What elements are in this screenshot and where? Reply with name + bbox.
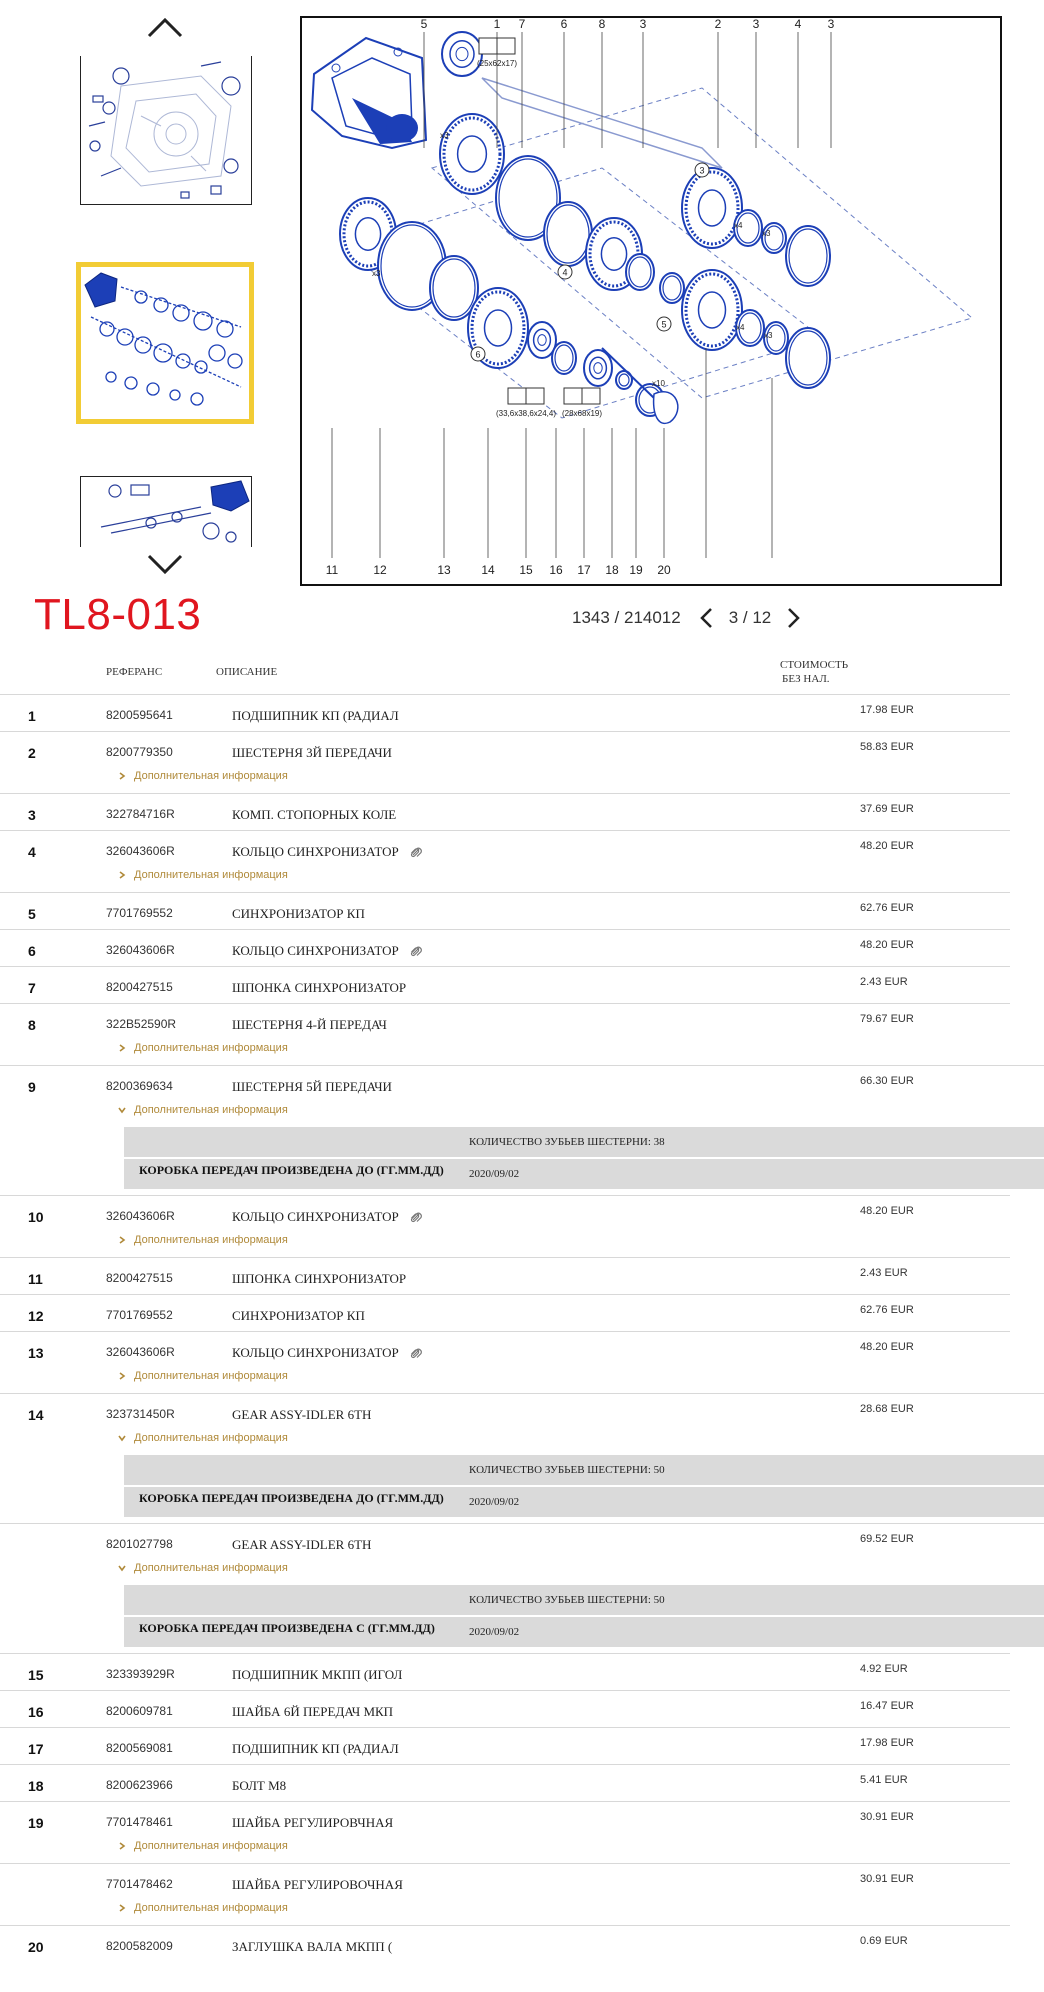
row-position: 16 (28, 1704, 44, 1720)
row-price: 48.20 EUR (860, 1341, 914, 1353)
spec-value: КОЛИЧЕСТВО ЗУБЬЕВ ШЕСТЕРНИ: 50 (469, 1464, 665, 1476)
row-price: 16.47 EUR (860, 1700, 914, 1712)
row-position: 11 (28, 1271, 43, 1287)
more-info-label: Дополнительная информация (134, 1840, 288, 1852)
row-position: 10 (28, 1209, 44, 1225)
page-indicator: 3 / 12 (728, 608, 772, 627)
row-description (232, 1079, 392, 1095)
spec-value: КОЛИЧЕСТВО ЗУБЬЕВ ШЕСТЕРНИ: 50 (469, 1594, 665, 1606)
diagram-part-gear (682, 270, 742, 350)
row-price: 69.52 EUR (860, 1533, 914, 1545)
more-info-label: Дополнительная информация (134, 869, 288, 881)
row-description-text: БОЛТ М8 (232, 1778, 287, 1793)
callout-number-bottom: 19 (629, 563, 643, 577)
row-description-text: ЗАГЛУШКА ВАЛА МКПП ( (232, 1939, 393, 1954)
more-info-toggle[interactable] (118, 1840, 288, 1852)
row-position: 8 (28, 1017, 36, 1033)
table-row (0, 1653, 1010, 1690)
chevron-right-icon (118, 871, 126, 879)
row-description-text: ПОДШИПНИК КП (РАДИАЛ (232, 1741, 399, 1756)
row-reference[interactable]: 7701478461 (106, 1815, 173, 1829)
row-position: 19 (28, 1815, 44, 1831)
row-position: 6 (28, 943, 36, 959)
part-outer-edge (544, 202, 592, 266)
row-position: 9 (28, 1079, 36, 1095)
part-outer-edge (786, 226, 830, 286)
row-price: 48.20 EUR (860, 939, 914, 951)
diagram-part-ring (626, 254, 654, 290)
row-price: 30.91 EUR (860, 1873, 914, 1885)
thumb-input-shaft[interactable] (80, 476, 252, 547)
diagram-part-ring (544, 202, 592, 266)
diagram-part-ring (552, 342, 576, 374)
table-row (0, 966, 1010, 1003)
table-row (0, 1925, 1010, 1962)
row-price: 17.98 EUR (860, 1737, 914, 1749)
row-description (232, 1667, 402, 1683)
spec-value: 2020/09/02 (469, 1496, 520, 1508)
spec-row (124, 1585, 1044, 1615)
row-price: 79.67 EUR (860, 1013, 914, 1025)
assembly-reference-code: TL8-013 (34, 590, 202, 639)
diagram-part-ring (786, 328, 830, 388)
row-price: 30.91 EUR (860, 1811, 914, 1823)
row-price: 17.98 EUR (860, 704, 914, 716)
callout-number-bottom: 17 (577, 563, 591, 577)
chevron-right-icon (118, 1372, 126, 1380)
thumbnail-strip (70, 10, 260, 582)
row-price: 4.92 EUR (860, 1663, 908, 1675)
prev-page-button[interactable] (693, 603, 719, 633)
dimension-label: (33,6x38,6x24,4) (495, 409, 557, 418)
row-reference[interactable]: 326043606R (106, 844, 175, 858)
row-description-text: ШАЙБА РЕГУЛИРОВОЧНАЯ (232, 1877, 403, 1892)
row-position: 20 (28, 1939, 44, 1955)
diagram-canvas (302, 18, 1000, 584)
thumb-gear-shafts[interactable] (76, 262, 254, 424)
row-price: 66.30 EUR (860, 1075, 914, 1087)
spec-value: 2020/09/02 (469, 1168, 520, 1180)
diagram-part-ring (762, 223, 786, 253)
row-description (232, 1308, 365, 1324)
callout-number-bottom: 15 (519, 563, 533, 577)
row-reference[interactable]: 8200427515 (106, 980, 173, 994)
next-page-button[interactable] (781, 603, 807, 633)
diagram-part-plug (654, 392, 678, 424)
circled-callout-number: 4 (562, 267, 568, 278)
row-reference[interactable]: 322B52590R (106, 1017, 177, 1031)
chevron-right-icon (118, 772, 126, 780)
table-row (0, 830, 1010, 892)
callout-number-top: 3 (639, 18, 647, 31)
quantity-label: x4 (734, 221, 743, 230)
row-price: 62.76 EUR (860, 902, 914, 914)
callout-number-top: 2 (714, 18, 722, 31)
column-header-price (780, 658, 848, 686)
callout-number-top: 3 (752, 18, 760, 31)
chevron-right-icon (118, 1842, 126, 1850)
dimension-label: (28x68x19) (561, 409, 603, 418)
row-reference[interactable]: 326043606R (106, 1345, 175, 1359)
diagram-part-gear (682, 165, 742, 248)
parts-table-header (0, 654, 1044, 694)
more-info-label: Дополнительная информация (134, 1370, 288, 1382)
row-description (232, 1704, 393, 1720)
row-price: 0.69 EUR (860, 1935, 908, 1947)
more-info-toggle[interactable] (118, 1042, 288, 1054)
row-reference[interactable]: 323731450R (106, 1407, 175, 1421)
table-row (0, 694, 1010, 731)
more-info-toggle[interactable] (118, 770, 288, 782)
row-reference[interactable]: 8200609781 (106, 1704, 173, 1718)
row-description-text: GEAR ASSY-IDLER 6TH (232, 1407, 372, 1422)
table-row (0, 1331, 1010, 1393)
table-row (0, 1764, 1010, 1801)
more-info-toggle[interactable] (118, 1432, 288, 1444)
callout-number-bottom: 13 (437, 563, 451, 577)
attachment-link-icon[interactable] (409, 1210, 423, 1224)
row-description-text: КОЛЬЦО СИНХРОНИЗАТОР (232, 844, 399, 859)
row-description (232, 745, 392, 761)
row-price: 5.41 EUR (860, 1774, 908, 1786)
callout-number-top: 5 (420, 18, 428, 31)
row-description (232, 980, 406, 996)
row-position: 15 (28, 1667, 44, 1683)
column-header-price-line2: БЕЗ НАЛ. (782, 673, 830, 685)
row-description (232, 1877, 403, 1893)
row-description-text: ШЕСТЕРНЯ 4-Й ПЕРЕДАЧ (232, 1017, 387, 1032)
table-row (0, 1065, 1044, 1195)
diagram-part-ring (786, 226, 830, 286)
quantity-label: x3 (762, 229, 771, 238)
table-row (0, 929, 1010, 966)
attachment-link-icon[interactable] (409, 845, 423, 859)
result-counter: 1343 / 214012 (572, 608, 681, 627)
pagination (572, 600, 807, 636)
callout-number-bottom: 12 (373, 563, 387, 577)
row-description-text: ШПОНКА СИНХРОНИЗАТОР (232, 980, 407, 995)
chevron-right-icon (118, 1044, 126, 1052)
chevron-down-icon (145, 552, 185, 578)
row-description-text: ШАЙБА 6Й ПЕРЕДАЧ МКП (232, 1704, 394, 1719)
callout-number-bottom: 14 (481, 563, 495, 577)
row-reference[interactable]: 8200582009 (106, 1939, 173, 1953)
row-reference[interactable]: 8201027798 (106, 1537, 173, 1551)
more-info-label: Дополнительная информация (134, 1902, 288, 1914)
callout-number-top: 4 (794, 18, 802, 31)
row-reference[interactable]: 326043606R (106, 1209, 175, 1223)
row-reference[interactable]: 323393929R (106, 1667, 175, 1681)
row-position: 14 (28, 1407, 44, 1423)
table-row (0, 1257, 1010, 1294)
row-reference[interactable]: 7701478462 (106, 1877, 173, 1891)
row-description (232, 1345, 423, 1361)
row-description (232, 1209, 423, 1225)
more-info-label: Дополнительная информация (134, 1042, 288, 1054)
callout-number-top: 1 (493, 18, 501, 31)
spec-row (124, 1455, 1044, 1485)
table-row (0, 1863, 1010, 1925)
spec-key: КОРОБКА ПЕРЕДАЧ ПРОИЗВЕДЕНА ДО (ГГ.ММ.ДД) (139, 1491, 444, 1505)
spec-row (124, 1617, 1044, 1647)
spec-row (124, 1127, 1044, 1157)
row-price: 2.43 EUR (860, 976, 908, 988)
quantity-label: x3 (372, 269, 381, 278)
diagram-part-bearing (442, 32, 482, 76)
callout-number-top: 6 (560, 18, 568, 31)
callout-number-bottom: 18 (605, 563, 619, 577)
exploded-parts-diagram (300, 16, 1002, 586)
column-header-price-line1: СТОИМОСТЬ (780, 659, 849, 671)
chevron-right-icon (118, 1904, 126, 1912)
row-description-text: ПОДШИПНИК КП (РАДИАЛ (232, 708, 399, 723)
part-outer-edge (442, 32, 482, 76)
row-position: 2 (28, 745, 36, 761)
row-reference[interactable]: 7701769552 (106, 1308, 173, 1322)
row-reference[interactable]: 8200427515 (106, 1271, 173, 1285)
row-description (232, 1939, 392, 1955)
spec-key: КОРОБКА ПЕРЕДАЧ ПРОИЗВЕДЕНА ДО (ГГ.ММ.ДД) (139, 1163, 444, 1177)
callout-number-top: 3 (827, 18, 835, 31)
row-position: 12 (28, 1308, 44, 1324)
table-row (0, 731, 1010, 793)
attachment-link-icon[interactable] (409, 1346, 423, 1360)
chevron-down-icon (118, 1106, 126, 1114)
gear-shafts-thumbnail-image (81, 267, 249, 419)
row-position: 1 (28, 708, 36, 724)
circled-callout-number: 5 (661, 319, 667, 330)
more-info-label: Дополнительная информация (134, 1562, 288, 1574)
chevron-right-icon (118, 1236, 126, 1244)
spec-row (124, 1487, 1044, 1517)
callout-number-top: 7 (518, 18, 526, 31)
row-description-text: ШЕСТЕРНЯ 5Й ПЕРЕДАЧИ (232, 1079, 392, 1094)
row-description-text: ШЕСТЕРНЯ 3Й ПЕРЕДАЧИ (232, 745, 392, 760)
row-description (232, 807, 396, 823)
row-description (232, 1778, 286, 1794)
row-reference[interactable]: 8200369634 (106, 1079, 173, 1093)
quantity-label: x10 (652, 379, 665, 388)
row-description (232, 1271, 406, 1287)
row-description-text: СИНХРОНИЗАТОР КП (232, 906, 365, 921)
dimension-label: (25x62x17) (476, 59, 518, 68)
chevron-right-icon (786, 606, 802, 630)
callout-number-bottom: 16 (549, 563, 563, 577)
row-description-text: КОЛЬЦО СИНХРОНИЗАТОР (232, 943, 399, 958)
part-outer-edge (584, 350, 612, 386)
row-reference[interactable]: 322784716R (106, 807, 175, 821)
table-row (0, 1727, 1010, 1764)
row-price: 58.83 EUR (860, 741, 914, 753)
spec-value: КОЛИЧЕСТВО ЗУБЬЕВ ШЕСТЕРНИ: 38 (469, 1136, 665, 1148)
chevron-down-icon (118, 1434, 126, 1442)
table-row (0, 1690, 1010, 1727)
diagram-part-bearing (584, 350, 612, 386)
more-info-label: Дополнительная информация (134, 1432, 288, 1444)
row-description (232, 1017, 387, 1033)
spec-row (124, 1159, 1044, 1189)
row-description-text: КОМП. СТОПОРНЫХ КОЛЕ (232, 807, 397, 822)
row-description-text: ШПОНКА СИНХРОНИЗАТОР (232, 1271, 407, 1286)
row-reference[interactable]: 8200569081 (106, 1741, 173, 1755)
row-price: 2.43 EUR (860, 1267, 908, 1279)
more-info-toggle[interactable] (118, 1234, 288, 1246)
row-description-text: GEAR ASSY-IDLER 6TH (232, 1537, 372, 1552)
part-outer-edge (682, 270, 742, 350)
column-header-description: ОПИСАНИЕ (216, 666, 278, 678)
row-description-text: СИНХРОНИЗАТОР КП (232, 1308, 365, 1323)
row-description (232, 1537, 371, 1553)
row-reference[interactable]: 8200779350 (106, 745, 173, 759)
row-reference[interactable]: 8200623966 (106, 1778, 173, 1792)
chevron-left-icon (698, 606, 714, 630)
circled-callout-number: 6 (475, 349, 481, 360)
part-outer-edge (786, 328, 830, 388)
diagram-part-ring (660, 273, 684, 303)
gearbox-housing-thumbnail-image (81, 56, 251, 204)
table-row (0, 1523, 1044, 1653)
column-header-reference: РЕФЕРАНС (106, 666, 163, 678)
part-outer-edge (626, 254, 654, 290)
more-info-label: Дополнительная информация (134, 1234, 288, 1246)
more-info-label: Дополнительная информация (134, 1104, 288, 1116)
row-description-text: КОЛЬЦО СИНХРОНИЗАТОР (232, 1345, 399, 1360)
table-row (0, 1003, 1010, 1065)
table-row (0, 1393, 1044, 1523)
chevron-up-icon (145, 14, 185, 40)
row-price: 28.68 EUR (860, 1403, 914, 1415)
row-position: 13 (28, 1345, 44, 1361)
more-info-toggle[interactable] (118, 869, 288, 881)
thumb-gearbox-housing[interactable] (80, 56, 252, 205)
table-row (0, 793, 1010, 830)
row-description (232, 906, 365, 922)
row-position: 18 (28, 1778, 44, 1794)
more-info-label: Дополнительная информация (134, 770, 288, 782)
table-row (0, 1801, 1010, 1863)
more-info-toggle[interactable] (118, 1370, 288, 1382)
table-row (0, 1294, 1010, 1331)
table-row (0, 892, 1010, 929)
row-price: 48.20 EUR (860, 840, 914, 852)
input-shaft-thumbnail-image (81, 477, 251, 547)
row-reference[interactable]: 7701769552 (106, 906, 173, 920)
row-position: 7 (28, 980, 36, 996)
circled-callout-number: 3 (699, 165, 705, 176)
parts-table (0, 694, 1044, 1962)
row-position: 17 (28, 1741, 44, 1757)
row-price: 37.69 EUR (860, 803, 914, 815)
part-outer-edge (682, 165, 742, 248)
thumbnail-scroll-up-button[interactable] (70, 10, 260, 44)
more-info-toggle[interactable] (118, 1562, 288, 1574)
spec-key: КОРОБКА ПЕРЕДАЧ ПРОИЗВЕДЕНА С (ГГ.ММ.ДД) (139, 1621, 435, 1635)
row-description-text: ПОДШИПНИК МКПП (ИГОЛ (232, 1667, 403, 1682)
row-position: 4 (28, 844, 36, 860)
quantity-label: x4 (736, 323, 745, 332)
row-description (232, 708, 399, 724)
row-description (232, 1741, 399, 1757)
callout-number-top: 8 (598, 18, 606, 31)
row-description-text: КОЛЬЦО СИНХРОНИЗАТОР (232, 1209, 399, 1224)
callout-number-bottom: 11 (325, 563, 339, 577)
more-info-toggle[interactable] (118, 1104, 288, 1116)
row-description (232, 1407, 371, 1423)
spec-value: 2020/09/02 (469, 1626, 520, 1638)
row-reference[interactable]: 8200595641 (106, 708, 173, 722)
row-price: 62.76 EUR (860, 1304, 914, 1316)
gearbox-housing-illustration (312, 38, 426, 148)
chevron-down-icon (118, 1564, 126, 1572)
quantity-label: x3 (764, 331, 773, 340)
row-position: 5 (28, 906, 36, 922)
part-outer-edge (440, 114, 504, 194)
row-description (232, 943, 423, 959)
table-row (0, 1195, 1010, 1257)
more-info-toggle[interactable] (118, 1902, 288, 1914)
thumbnail-scroll-down-button[interactable] (70, 548, 260, 582)
diagram-part-gear (440, 114, 504, 194)
attachment-link-icon[interactable] (409, 944, 423, 958)
row-description (232, 844, 423, 860)
callout-number-bottom: 20 (657, 563, 671, 577)
row-price: 48.20 EUR (860, 1205, 914, 1217)
quantity-label: x3 (440, 131, 449, 140)
row-reference[interactable]: 326043606R (106, 943, 175, 957)
row-description (232, 1815, 393, 1831)
row-description-text: ШАЙБА РЕГУЛИРОВЧНАЯ (232, 1815, 394, 1830)
row-position: 3 (28, 807, 36, 823)
